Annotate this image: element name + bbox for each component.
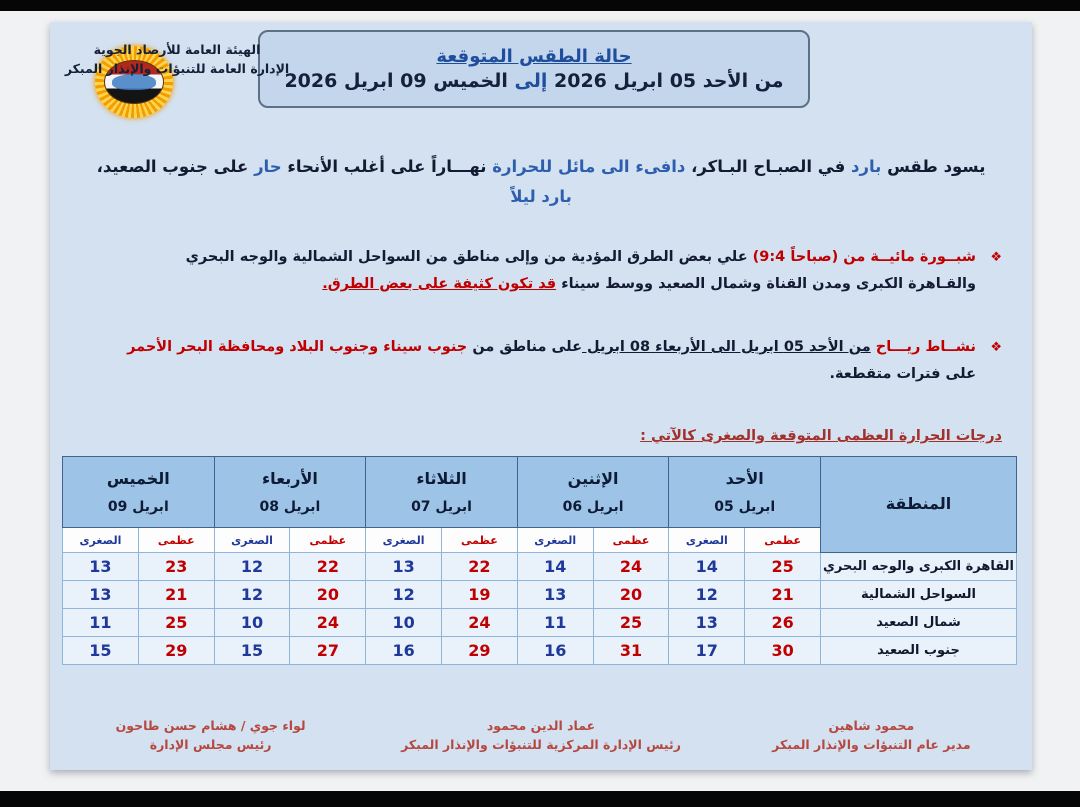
day-header (669, 457, 821, 528)
fog-time-window: (9:4 صباحاً) (752, 249, 839, 265)
signature-title: مدير عام التنبؤات والإنذار المبكر (772, 737, 971, 753)
temp-min-cell: 12 (669, 581, 745, 609)
wind-mid: على مناطق من (467, 339, 582, 355)
max-label: عظمى (593, 528, 669, 553)
day-date: 05 ابريل (714, 498, 776, 515)
temp-min-cell: 16 (517, 637, 593, 665)
temp-max-cell: 20 (290, 581, 366, 609)
temp-max-cell: 24 (593, 553, 669, 581)
signature-name: عماد الدين محمود (486, 718, 596, 733)
min-label: الصغرى (366, 528, 442, 553)
temp-max-cell: 26 (745, 609, 821, 637)
temp-min-cell: 16 (366, 637, 442, 665)
temp-min-cell: 11 (63, 609, 139, 637)
temp-min-cell: 12 (366, 581, 442, 609)
date-rest: الخميس 09 ابريل 2026 (284, 70, 515, 92)
temp-max-cell: 31 (593, 637, 669, 665)
bottom-black-bar (0, 791, 1080, 807)
temp-max-cell: 29 (442, 637, 518, 665)
summary-text: في الصبـاح البـاكر، (685, 157, 851, 176)
day-name: الأحد (725, 468, 764, 488)
temp-min-cell: 15 (214, 637, 290, 665)
title-box (258, 30, 810, 108)
summary-warm-phrase: دافىء الى مائل للحرارة (492, 157, 686, 176)
table-row (63, 553, 1017, 581)
min-label: الصغرى (517, 528, 593, 553)
region-cell: شمال الصعيد (821, 609, 1017, 637)
day-date: 08 ابريل (259, 498, 321, 515)
day-name: الثلاثاء (416, 468, 467, 488)
temp-max-cell: 25 (745, 553, 821, 581)
day-header (63, 457, 215, 528)
summary-night-phrase: بارد ليلاً (510, 186, 572, 206)
weather-bulletin-document (50, 22, 1032, 770)
summary-cold-word: بارد (851, 157, 882, 176)
day-header (517, 457, 669, 528)
signature-name: محمود شاهين (828, 718, 915, 733)
wind-tail: على فترات متقطعة. (829, 365, 976, 382)
summary-text: على جنوب الصعيد، (96, 157, 255, 176)
temp-max-cell: 20 (593, 581, 669, 609)
summary-text: يسود طقس (881, 157, 986, 176)
signature-title: رئيس مجلس الإدارة (149, 737, 272, 753)
signature-title: رئيس الإدارة المركزية للتنبؤات والإنذار المبكر (401, 737, 681, 753)
authority-department: الإدارة العامة للتنبؤات والإنذار المبكر (64, 61, 290, 77)
table-row (63, 609, 1017, 637)
weather-summary-paragraph (72, 152, 1010, 211)
temp-max-cell: 21 (745, 581, 821, 609)
region-cell: القاهرة الكبرى والوجه البحري (821, 553, 1017, 581)
wind-lead: نشــاط ريـــاح (870, 339, 976, 355)
temperature-table-title: درجات الحرارة العظمى المتوقعة والصغرى كالآتي : (640, 428, 1002, 444)
summary-hot-word: حار (254, 157, 282, 176)
temp-max-cell: 22 (290, 553, 366, 581)
date-to-word: إلى (514, 70, 548, 92)
temp-max-cell: 22 (442, 553, 518, 581)
temp-max-cell: 24 (290, 609, 366, 637)
temp-max-cell: 23 (138, 553, 214, 581)
temp-min-cell: 13 (669, 609, 745, 637)
temp-min-cell: 12 (214, 581, 290, 609)
signature-block (731, 716, 1012, 755)
wind-date-range: من الأحد 05 ابريل الى الأربعاء 08 ابريل (582, 339, 871, 355)
temperature-table (62, 456, 1017, 665)
signature-block (351, 716, 731, 755)
signature-block (70, 716, 351, 755)
top-black-bar (0, 0, 1080, 11)
day-date: 07 ابريل (411, 498, 472, 515)
temp-max-cell: 19 (442, 581, 518, 609)
temp-min-cell: 10 (366, 609, 442, 637)
bullet-diamond-icon: ❖ (990, 250, 1002, 265)
day-header (214, 457, 366, 528)
bullet-diamond-icon: ❖ (990, 340, 1002, 355)
max-label: عظمى (442, 528, 518, 553)
temp-min-cell: 13 (366, 553, 442, 581)
max-label: عظمى (745, 528, 821, 553)
temp-max-cell: 30 (745, 637, 821, 665)
temp-min-cell: 10 (214, 609, 290, 637)
day-name: الإثنين (567, 468, 619, 488)
authority-header (64, 40, 290, 79)
max-label: عظمى (290, 528, 366, 553)
report-title: حالة الطقس المتوقعة (436, 46, 632, 67)
temp-max-cell: 27 (290, 637, 366, 665)
day-name: الأربعاء (262, 468, 318, 488)
report-date-range (284, 70, 783, 92)
fog-lead: شبــورة مائيــة من (838, 249, 976, 265)
region-column-header: المنطقة (821, 457, 1017, 553)
temperature-table-body (63, 553, 1017, 665)
temp-max-cell: 21 (138, 581, 214, 609)
temp-max-cell: 24 (442, 609, 518, 637)
signatures-row (70, 716, 1012, 755)
min-label: الصغرى (63, 528, 139, 553)
temp-min-cell: 13 (63, 581, 139, 609)
temp-min-cell: 11 (517, 609, 593, 637)
temp-max-cell: 25 (138, 609, 214, 637)
max-label: عظمى (138, 528, 214, 553)
region-cell: جنوب الصعيد (821, 637, 1017, 665)
date-from: من الأحد 05 ابريل 2026 (547, 70, 784, 92)
fog-body2: والقـاهرة الكبرى ومدن القناة وشمال الصعيد ووسط سيناء (556, 275, 976, 292)
day-header (366, 457, 518, 528)
fog-warning-bullet (105, 244, 1002, 298)
day-name: الخميس (106, 468, 170, 488)
temp-max-cell: 29 (138, 637, 214, 665)
temp-min-cell: 13 (63, 553, 139, 581)
signature-name: لواء جوي / هشام حسن طاحون (115, 718, 306, 733)
temp-min-cell: 14 (517, 553, 593, 581)
temp-min-cell: 14 (669, 553, 745, 581)
min-label: الصغرى (669, 528, 745, 553)
wind-warning-bullet (105, 334, 1002, 388)
authority-name: الهيئة العامة للأرصاد الجوية (93, 42, 261, 57)
summary-text: نهـــاراً على أغلب الأنحاء (281, 157, 493, 176)
fog-dense-warning: قد تكون كثيفة على بعض الطرق. (322, 275, 557, 292)
table-row (63, 637, 1017, 665)
temp-min-cell: 12 (214, 553, 290, 581)
temp-min-cell: 13 (517, 581, 593, 609)
temp-max-cell: 25 (593, 609, 669, 637)
temp-min-cell: 15 (63, 637, 139, 665)
day-date: 06 ابريل (562, 498, 624, 515)
wind-areas: جنوب سيناء وجنوب البلاد ومحافظة البحر الأحمر (127, 339, 468, 355)
table-row (63, 581, 1017, 609)
temp-min-cell: 17 (669, 637, 745, 665)
day-date: 09 ابريل (107, 498, 169, 515)
min-label: الصغرى (214, 528, 290, 553)
fog-body: علي بعض الطرق المؤدية من وإلى مناطق من السواحل الشمالية والوجه البحري (185, 249, 753, 265)
region-cell: السواحل الشمالية (821, 581, 1017, 609)
temperature-table-head (63, 457, 1017, 553)
